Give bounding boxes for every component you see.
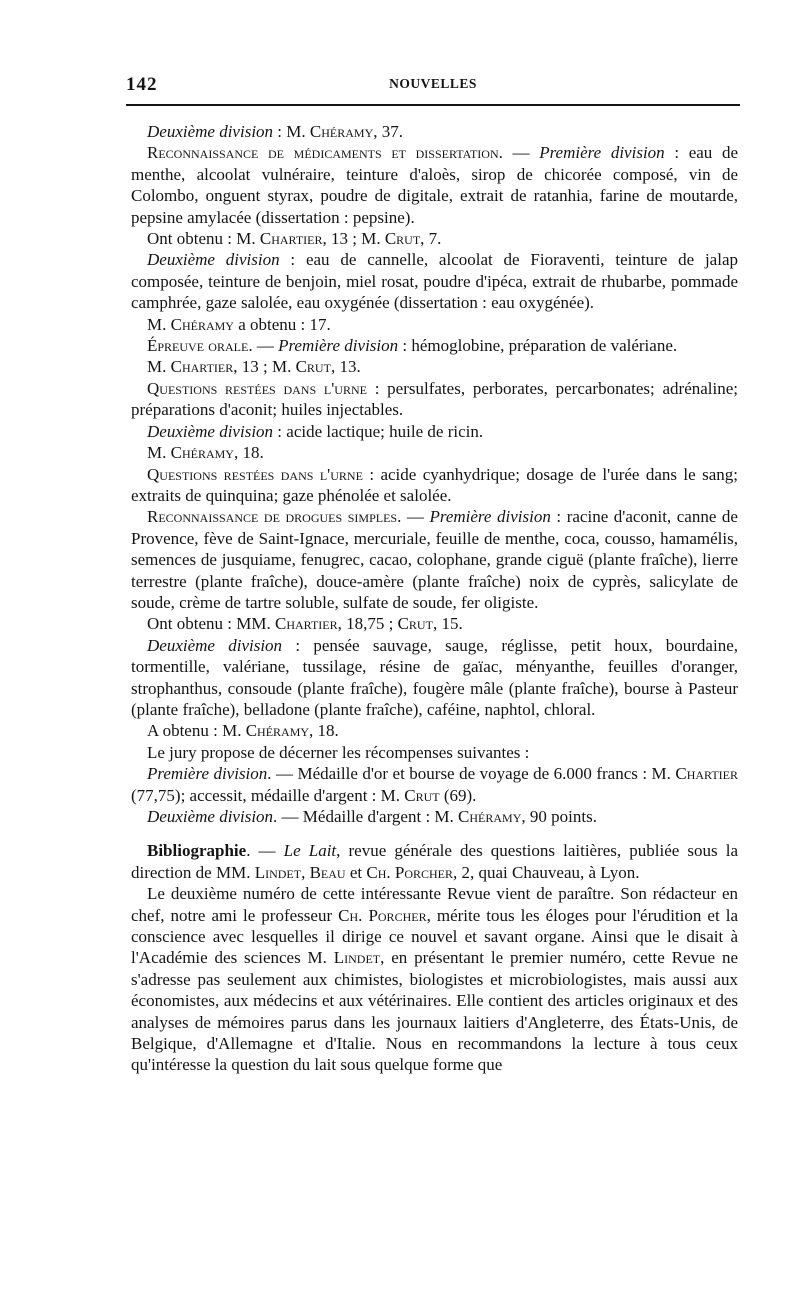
paragraph: [131, 356, 738, 377]
italic-text: Deuxième division: [147, 421, 274, 441]
text-run: , 7.: [420, 229, 442, 249]
name-text: Beau: [309, 862, 346, 882]
text-run: : racine d'aconit, canne de Provence, fève de Saint-Ignace, mercuriale, feuille de menthe, coca, cousso, hamamélis, semences de jusquiame, fenugrec, cacao, colophane, grande ciguë (plante fraîche), lierre terrestre (plante fraîche), douce-amère (plante fraîche) noix de cyprès, salicylate de soude, crème de tartre soluble, sulfate de soude, fer oligiste.: [131, 507, 738, 612]
text-run: : hémoglobine, préparation de valériane.: [398, 336, 678, 356]
paragraph: [131, 378, 738, 421]
text-run: a obtenu : 17.: [233, 314, 331, 334]
name-text: Chartier: [170, 357, 234, 377]
text-run: , 2, quai Chauveau, à Lyon.: [453, 862, 640, 882]
text-run: . —: [246, 841, 284, 861]
text-run: M.: [147, 357, 171, 377]
text-run: , 90 points.: [521, 807, 597, 826]
italic-text: Première division: [147, 764, 268, 784]
paragraph: [131, 121, 738, 142]
name-text: Crut: [384, 229, 421, 249]
name-text: Ch. Porcher: [366, 862, 454, 882]
header-rule: [126, 104, 740, 106]
name-text: Questions restées dans l'urne: [147, 378, 367, 398]
text-run: ,: [301, 862, 310, 882]
italic-text: Deuxième division: [147, 250, 280, 270]
name-text: Lindet: [333, 948, 381, 968]
paragraph: [131, 742, 738, 763]
paragraph: [131, 720, 738, 741]
name-text: Ch. Porcher: [338, 905, 427, 925]
text-run: . —: [248, 336, 279, 356]
name-text: Crut: [404, 785, 440, 805]
text-run: , 18.: [233, 443, 264, 463]
paragraph: [131, 635, 738, 721]
text-run: . —: [498, 143, 540, 163]
text-run: : acide lactique; huile de ricin.: [273, 421, 484, 441]
text-run: : eau de menthe, alcoolat vulnéraire, teinture d'aloès, sirop de chicorée composé, vin de Colombo, onguent styrax, poudre de digitale, extrait de ratanhia, farine de moutarde, pepsine amylacée (dissertation : pepsine).: [131, 143, 738, 227]
text-run: , 15.: [432, 614, 463, 634]
paragraph: [131, 763, 738, 806]
text-run: : pensée sauvage, sauge, réglisse, petit houx, bourdaine, tormentille, valériane, tussilage, résine de gaïac, ményanthe, feuilles d'oranger, strophanthus, consoude (plante fraîche), fougère mâle (plante fraîche), bourse à Pasteur (plante fraîche), belladone (plante fraîche), caféine, naphtol, chloral.: [131, 635, 738, 719]
name-text: Chéramy: [245, 721, 310, 741]
text-run: Ont obtenu : MM.: [147, 614, 275, 634]
text-run: Le deuxième numéro de cette intéressante Revue vient de paraître. Son rédacteur en chef, notre ami le professeur: [131, 884, 738, 925]
italic-text: Première division: [278, 336, 399, 356]
running-head: NOUVELLES: [389, 76, 477, 91]
text-run: : M.: [273, 122, 310, 141]
italic-text: Le Lait: [283, 841, 337, 861]
paragraph: [131, 442, 738, 463]
text-run: , 13 ; M.: [322, 229, 385, 249]
text-run: (77,75); accessit, médaille d'argent : M.: [131, 785, 405, 805]
bold-text: Bibliographie: [147, 841, 247, 861]
paragraph: [131, 840, 738, 883]
page-number: 142: [126, 74, 158, 95]
name-text: Épreuve orale: [147, 336, 249, 356]
text-run: (69).: [439, 785, 477, 805]
text-run: M.: [147, 314, 171, 334]
text-run: A obtenu : M.: [147, 721, 246, 741]
paragraph: [131, 613, 738, 634]
text-run: M.: [147, 443, 171, 463]
name-text: Crut: [397, 614, 433, 634]
italic-text: Deuxième division: [147, 122, 274, 141]
paragraph: [131, 314, 738, 335]
name-text: Reconnaissance de médicaments et dissertation: [147, 143, 499, 163]
text-run: Le jury propose de décerner les récompenses suivantes :: [147, 742, 530, 762]
text-run: . — Médaille d'argent : M.: [273, 807, 459, 826]
text-run: . —: [397, 507, 430, 527]
text-run: , revue générale des questions laitières, publiée sous la direction de MM.: [131, 841, 739, 882]
text-run: , 13 ; M.: [233, 357, 296, 377]
text-run: , mérite tous les éloges pour l'érudition et la conscience avec lesquelles il dirige ce nouvel et savant organe. Ainsi que le disait à l'Académie des sciences M.: [131, 905, 739, 968]
text-run: , 18,75 ;: [337, 614, 398, 634]
text-run: , en présentant le premier numéro, cette Revue ne s'adresse pas seulement aux chimistes, biologistes et microbiologistes, mais aussi aux économistes, aux médecins et aux vétérinaires. Elle contient des articles originaux et des analyses de mémoires parus dans les journaux laitiers d'Angleterre, des États-Unis, de Belgique, d'Allemagne et d'Italie. Nous en recommandons la lecture à tous ceux qu'intéresse la question du lait sous quelque forme que: [131, 948, 738, 1075]
paragraph: [131, 464, 738, 507]
paragraph: [131, 142, 738, 228]
italic-text: Deuxième division: [147, 807, 274, 826]
name-text: Chartier: [675, 764, 738, 784]
name-text: Questions restées dans l'urne: [147, 464, 363, 484]
name-text: Reconnaissance de drogues simples: [147, 507, 398, 527]
name-text: Chartier: [259, 229, 323, 249]
paragraph: [131, 421, 738, 442]
text-run: et: [345, 862, 367, 882]
body-text: [131, 121, 738, 1076]
italic-text: Première division: [539, 143, 665, 163]
name-text: Lindet: [254, 862, 302, 882]
text-run: : acide cyanhydrique; dosage de l'urée dans le sang; extraits de quinquina; gaze phénolée et salolée.: [131, 464, 738, 505]
paragraph: [131, 506, 738, 613]
name-text: Chéramy: [170, 314, 234, 334]
paragraph: [131, 249, 738, 313]
italic-text: Deuxième division: [147, 635, 283, 655]
text-run: Ont obtenu : M.: [147, 229, 260, 249]
page-header: [126, 72, 740, 100]
text-run: , 13.: [330, 357, 361, 377]
name-text: Chéramy: [309, 122, 374, 141]
italic-text: Première division: [429, 507, 551, 527]
name-text: Chéramy: [458, 807, 522, 826]
paragraph: [131, 335, 738, 356]
text-run: : persulfates, perborates, percarbonates; adrénaline; préparations d'aconit; huiles injectables.: [131, 378, 739, 420]
name-text: Chéramy: [170, 443, 234, 463]
name-text: Crut: [295, 357, 331, 377]
text-run: : eau de cannelle, alcoolat de Fioraventi, teinture de jalap composée, teinture de benjoin, miel rosat, poudre d'ipéca, extrait de rhubarbe, pommade camphrée, gaze salolée, eau oxygénée (dissertation : eau oxygénée).: [131, 250, 738, 313]
paragraph: [131, 228, 738, 249]
text-run: . — Médaille d'or et bourse de voyage de 6.000 francs : M.: [267, 764, 676, 784]
paragraph: [131, 883, 738, 1076]
paragraph: [131, 806, 738, 827]
text-run: , 37.: [373, 122, 403, 141]
name-text: Chartier: [274, 614, 338, 634]
text-run: , 18.: [309, 721, 339, 741]
